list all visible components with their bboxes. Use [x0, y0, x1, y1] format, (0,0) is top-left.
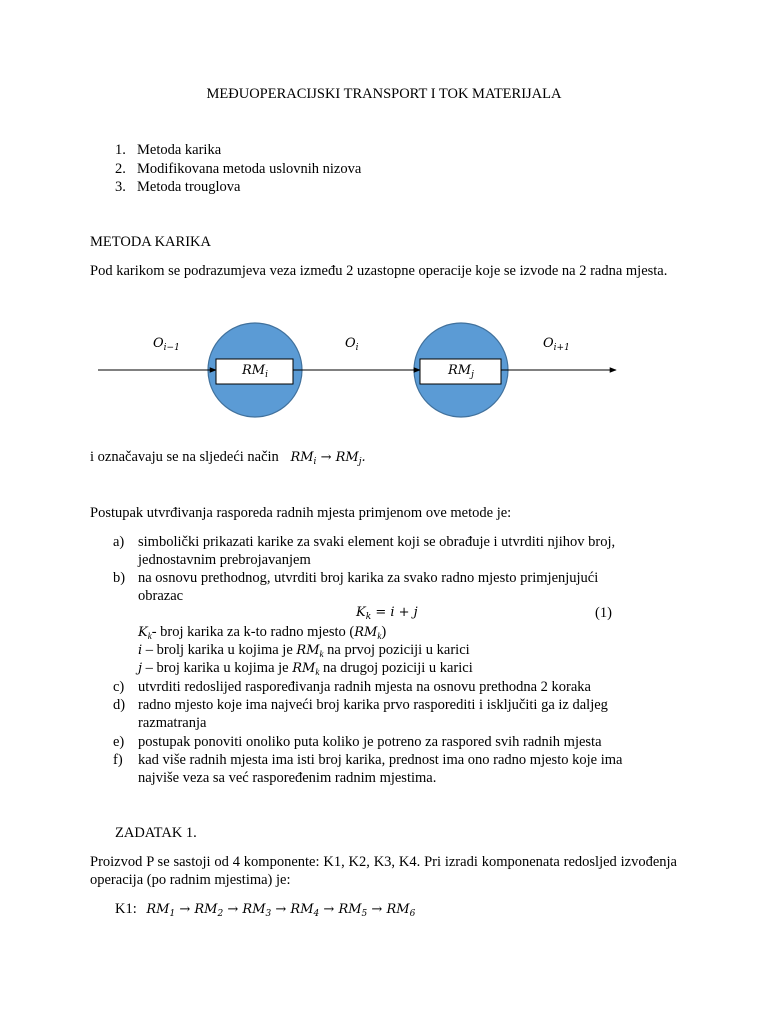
notation-text: i označavaju se na sljedeći način	[90, 449, 279, 465]
sequence-rm: RM	[194, 902, 218, 917]
sequence-arrow: →	[175, 902, 195, 917]
sequence-rm: RM	[242, 902, 266, 917]
sequence-rm-sub: 3	[265, 909, 272, 919]
sequence-rm-sub: 5	[361, 909, 368, 919]
sequence-rm-sub: 6	[409, 909, 416, 919]
sequence-rm: RM	[146, 902, 170, 917]
sequence-arrow: →	[223, 902, 243, 917]
page-title: MEĐUOPERACIJSKI TRANSPORT I TOK MATERIJALA	[206, 86, 562, 102]
notation-formula: $RM_i \to RM_j$.	[290, 450, 366, 467]
procedure-steps: a) simbolički prikazati karike za svaki element koji se obrađuje i utvrditi njihov broj, jednostavnim prebrojavanjem b) na osnovu prethodnog, utvrditi broj karika za svako radno mjesto primjenjujući obrazac $K_k-$ broj karika za k-to radno mjesto $(RM_k)$ i – brolj karika u kojima je $RM_k$ na prvoj poziciji u karici j – broj karika u kojima je $RM_k$ na drugoj poziciji u karici c) utvrditi redoslijed raspoređivanja radnih mjesta na osnovu prethodna 2 koraka d) radno mjesto koje ima najveći broj karika prvo rasporediti i isključiti ga iz daljeg razmatranja e) postupak ponoviti onoliko puta koliko je potreno za raspored svih radnih mjesta f) kad više radnih mjesta ima isti broj karika, prednost ima ono radno mjesto koje ima najviše veza sa već raspoređenim radnim mjestima.	[113, 534, 623, 786]
formula-kk: $K_k = i + j$	[356, 605, 418, 622]
sequence-rm-sub: 2	[217, 909, 224, 919]
sequence-rm: RM	[290, 902, 314, 917]
sequence-rm: RM	[386, 902, 410, 917]
list-item-number: 2.	[115, 160, 126, 177]
k1-formula	[146, 902, 415, 917]
k1-sequence	[115, 901, 415, 919]
list-item-number: 1.	[115, 142, 126, 158]
sequence-rm-sub: 4	[313, 909, 320, 919]
section-heading: METODA KARIKA	[90, 234, 211, 250]
label-rm-i: $RM_i$	[242, 363, 268, 380]
label-rm-j: $RM_j$	[448, 363, 474, 380]
notation-line	[90, 449, 366, 467]
list-item-label: Metoda karika	[137, 142, 222, 158]
sequence-arrow: →	[271, 902, 291, 917]
list-item-number: 3.	[115, 179, 126, 195]
task-heading: ZADATAK 1.	[115, 825, 197, 841]
label-op-next: $O_{i+1}$	[543, 336, 570, 353]
list-item-label: Modifikovana metoda uslovnih nizova	[137, 160, 362, 177]
task-paragraph: Proizvod P se sastoji od 4 komponente: K1, K2, K3, K4. Pri izradi komponenata redosljed izvođenja operacija (po radnim mjestima) je:	[90, 854, 677, 888]
label-op-cur: $O_i$	[345, 336, 359, 353]
list-item-label: Metoda trouglova	[137, 179, 241, 195]
sequence-rm-sub: 1	[169, 909, 176, 919]
sequence-arrow: →	[367, 902, 387, 917]
procedure-intro: Postupak utvrđivanja rasporeda radnih mjesta primjenom ove metode je:	[90, 505, 512, 521]
k1-label: K1:	[115, 901, 137, 917]
sequence-rm: RM	[338, 902, 362, 917]
formula-number: (1)	[595, 605, 612, 621]
definition-paragraph: Pod karikom se podrazumjeva veza između 2 uzastopne operacije koje se izvode na 2 radna mjesta.	[90, 263, 668, 279]
label-op-prev: $O_{i-1}$	[153, 336, 180, 353]
sequence-arrow: →	[319, 902, 339, 917]
